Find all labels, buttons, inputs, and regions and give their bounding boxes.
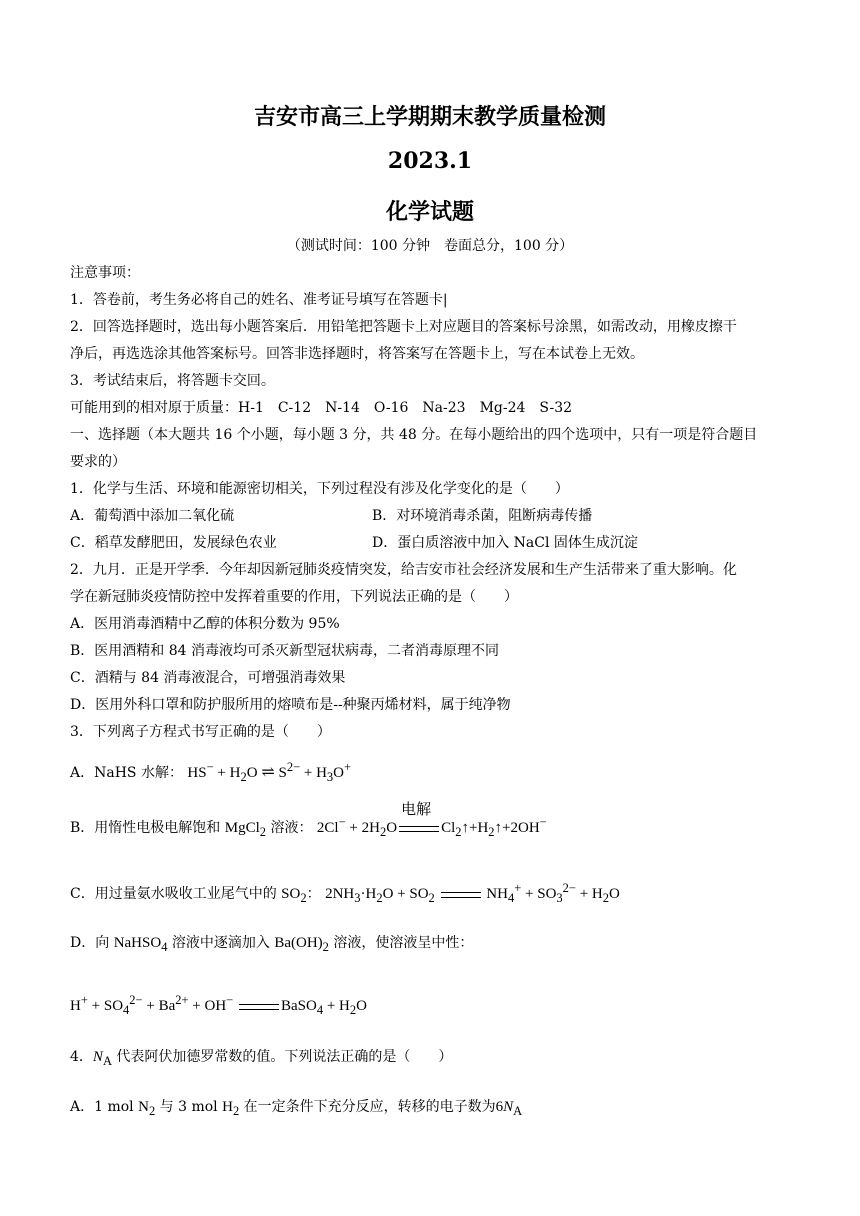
q4-stem: 4．$N_A$ 代表阿伏加德罗常数的值。下列说法正确的是（ ） (70, 1049, 453, 1068)
q3-a-equation: $HS^- + H_2O$ ⇌ $S^{2-} + H_3O^+$ (187, 760, 352, 784)
q3-stem: 3．下列离子方程式书写正确的是（ ） (70, 724, 331, 740)
atomic-masses: 可能用到的相对原于质量：H-1 C-12 N-14 O-16 Na-23 Mg-24 S-32 (70, 400, 573, 416)
note-3: 3．考试结束后，将答题卡交回。 (70, 373, 275, 389)
exam-info: （测试时间：100 分钟 卷面总分，100 分） (286, 238, 574, 254)
q3-option-a: A．NaHS 水解： $HS^- + H_2O$ ⇌ $S^{2-} + H_3O^+$ (70, 760, 352, 784)
note-2b: 净后，再选选涂其他答案标号。回答非选择题时，将答案写在答题卡上，写在本试卷上无效。 (70, 346, 644, 362)
section1-line2: 要求的） (70, 454, 126, 470)
q3-option-b: B．用惰性电极电解饱和 MgCl$_2$ 溶液： $2Cl^- + 2H_2O$ 电解 $Cl_2↑+H_2↑+2OH^-$ (70, 802, 547, 839)
q2-stem-2: 学在新冠肺炎疫情防控中发挥着重要的作用，下列说法正确的是（ ） (70, 589, 518, 605)
q3-option-d: D．向 NaHSO$_4$ 溶液中逐滴加入 $Ba(OH)_2$ 溶液，使溶液呈中性： (70, 935, 474, 954)
q1-option-a: A．葡萄酒中添加二氧化硫 (70, 508, 235, 524)
q1-row1 (70, 506, 795, 526)
electrolysis-label: 电解 (401, 802, 432, 818)
exam-title: 吉安市高三上学期期末教学质量检测 (253, 104, 606, 130)
q3-option-c: C．用过量氨水吸收工业尾气中的 $SO_2$： $2NH_3\cdot H_2O + SO_2$ $NH_4^+ + SO_3^{2-} + H_2O$ (70, 881, 620, 905)
q1-option-b: B．对环境消毒杀菌，阻断病毒传播 (372, 508, 593, 524)
q3-d-equation: $H^+ + SO_4^{2-} + Ba^{2+} + OH^-$ BaSO$_4$ + $H_2O$ (70, 993, 367, 1017)
section1-line1: 一、选择题（本大题共 16 个小题，每小题 3 分，共 48 分。在每小题给出的四个选项中，只有一项是符合题目 (70, 427, 758, 443)
q1-stem: 1．化学与生活、环境和能源密切相关，下列过程没有涉及化学变化的是（ ） (70, 481, 569, 497)
note-2a: 2．回答选择题时，选出每小题答案后．用铅笔把答题卡上对应题目的答案标号涂黑，如需改动，用橡皮擦干 (70, 319, 737, 335)
q1-row2 (70, 533, 795, 553)
q4-option-a: A．1 mol $N_2$ 与 3 mol $H_2$ 在一定条件下充分反应，转移的电子数为$6N_A$ (70, 1099, 523, 1118)
note-1: 1．答卷前，考生务必将自己的姓名、准考证号填写在答题卡| (70, 292, 448, 308)
subject-title: 化学试题 (385, 199, 474, 225)
q3-b-equation: $2Cl^- + 2H_2O$ 电解 $Cl_2↑+H_2↑+2OH^-$ (316, 802, 547, 839)
exam-date: 2023.1 (387, 148, 473, 174)
q2-stem-1: 2．九月．正是开学季．今年却因新冠肺炎疫情突发，给吉安市社会经济发展和生产生活带来了重大影响。化 (70, 562, 737, 578)
notes-heading: 注意事项： (70, 265, 140, 281)
q2-option-c: C．酒精与 84 消毒液混合，可增强消毒效果 (70, 670, 346, 686)
q1-option-d: D．蛋白质溶液中加入 NaCl 固体生成沉淀 (372, 535, 638, 551)
q1-option-c: C．稻草发酵肥田，发展绿色农业 (70, 535, 277, 551)
q2-option-a: A．医用消毒酒精中乙醇的体积分数为 95% (70, 616, 340, 632)
q2-option-b: B．医用酒精和 84 消毒液均可杀灭新型冠状病毒，二者消毒原理不同 (70, 643, 500, 659)
q2-option-d: D．医用外科口罩和防护服所用的熔喷布是--种聚丙烯材料，属于纯净物 (70, 697, 511, 713)
q3-c-equation: $2NH_3\cdot H_2O + SO_2$ $NH_4^+ + SO_3^{2-} + H_2O$ (325, 881, 620, 905)
